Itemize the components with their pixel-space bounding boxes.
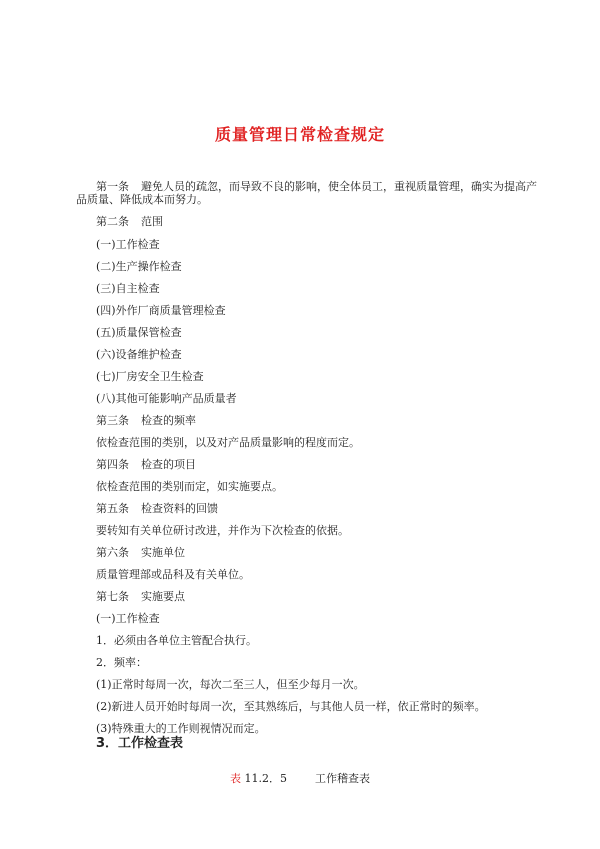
article-1-text: 避免人员的疏忽，而导致不良的影响，使全体员工，重视质量管理，确实为提高产	[141, 180, 537, 193]
table-caption-number: 11.2．5	[244, 772, 287, 785]
scope-item: (五)质量保管检查	[96, 326, 182, 339]
article-2-label: 第二条	[96, 215, 129, 228]
article-6	[96, 546, 185, 560]
table-caption-prefix: 表	[230, 772, 241, 785]
frequency-item: (1)正常时每周一次，每次二至三人，但至少每月一次。	[96, 678, 365, 691]
article-5-text: 要转知有关单位研讨改进，并作为下次检查的依据。	[96, 524, 349, 537]
article-1-label: 第一条	[96, 180, 129, 193]
article-4-text: 依检查范围的类别而定，如实施要点。	[96, 480, 283, 493]
article-4-label: 第四条	[96, 458, 129, 471]
article-5-label: 第五条	[96, 502, 129, 515]
scope-item: (六)设备维护检查	[96, 348, 182, 361]
scope-item: (二)生产操作检查	[96, 260, 182, 273]
point-2: 2．频率：	[96, 656, 147, 669]
article-6-text: 质量管理部或品科及有关单位。	[96, 568, 250, 581]
point-1: 1．必须由各单位主管配合执行。	[96, 634, 257, 647]
article-5-title: 检查资料的回馈	[141, 502, 218, 515]
document-title: 质量管理日常检查规定	[214, 125, 385, 144]
table-caption-text: 工作稽查表	[315, 772, 370, 785]
table-caption	[0, 770, 600, 786]
article-2-title: 范围	[141, 215, 163, 228]
article-1-continued: 品质量、降低成本而努力。	[76, 193, 208, 206]
scope-item: (八)其他可能影响产品质量者	[96, 392, 237, 405]
article-7-title: 实施要点	[141, 590, 185, 603]
article-4-title: 检查的项目	[141, 458, 196, 471]
article-7-label: 第七条	[96, 590, 129, 603]
frequency-item: (3)特殊重大的工作则视情况而定。	[96, 722, 266, 735]
scope-item: (一)工作检查	[96, 238, 160, 251]
article-3-label: 第三条	[96, 414, 129, 427]
article-6-label: 第六条	[96, 546, 129, 559]
article-3	[96, 414, 196, 428]
article-7-subsection: (一)工作检查	[96, 612, 160, 625]
article-2	[96, 215, 163, 229]
article-5	[96, 502, 218, 516]
article-1	[96, 180, 537, 194]
article-3-text: 依检查范围的类别，以及对产品质量影响的程度而定。	[96, 436, 360, 449]
scope-item: (四)外作厂商质量管理检查	[96, 304, 226, 317]
article-7	[96, 590, 185, 604]
scope-item: (三)自主检查	[96, 282, 160, 295]
article-4	[96, 458, 196, 472]
scope-item: (七)厂房安全卫生检查	[96, 370, 204, 383]
article-6-title: 实施单位	[141, 546, 185, 559]
section-heading: 3．工作检查表	[96, 736, 184, 751]
article-3-title: 检查的频率	[141, 414, 196, 427]
frequency-item: (2)新进人员开始时每周一次，至其熟练后，与其他人员一样，依正常时的频率。	[96, 700, 486, 713]
